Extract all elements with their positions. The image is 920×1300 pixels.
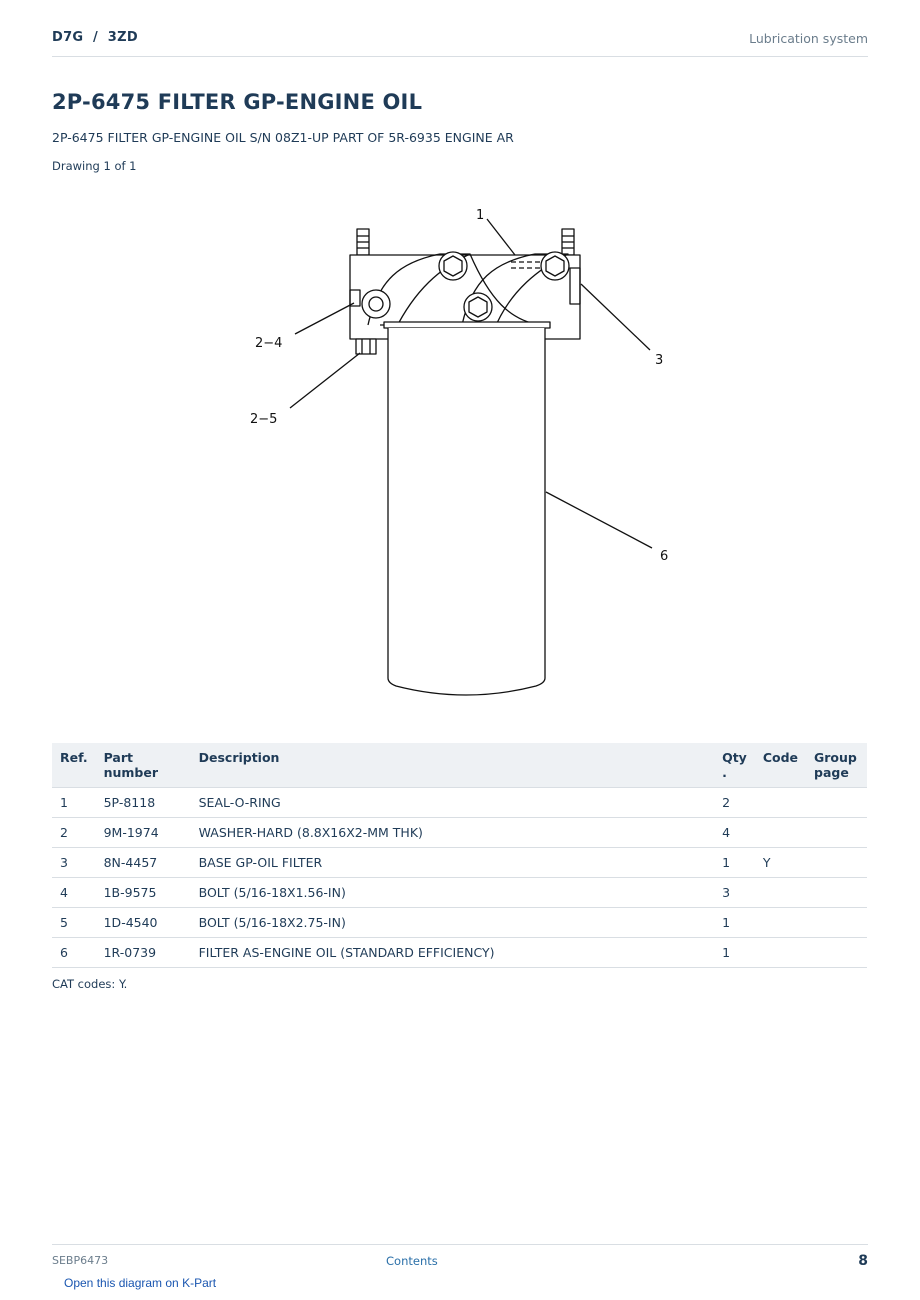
code-cell	[755, 908, 806, 938]
table-row	[52, 938, 867, 968]
description-cell: BASE GP-OIL FILTER	[191, 848, 714, 878]
filter-canister	[388, 328, 545, 695]
callout-3: 3	[655, 353, 664, 368]
description-cell: SEAL-O-RING	[191, 788, 714, 818]
contents-link[interactable]: Contents	[386, 1254, 438, 1268]
col-part-number: Part number	[96, 743, 191, 788]
col-group-page: Group page	[806, 743, 867, 788]
group-page-cell	[806, 788, 867, 818]
description-cell: FILTER AS-ENGINE OIL (STANDARD EFFICIENCY)	[191, 938, 714, 968]
drawing-count: Drawing 1 of 1	[52, 159, 137, 173]
qty-cell: 1	[714, 938, 755, 968]
qty-cell: 4	[714, 818, 755, 848]
part-number-cell: 8N-4457	[96, 848, 191, 878]
group-page-cell	[806, 938, 867, 968]
callout-6: 6	[660, 549, 669, 564]
page-number: 8	[858, 1253, 868, 1269]
qty-cell: 2	[714, 788, 755, 818]
callout-2-4: 2−4	[255, 336, 283, 351]
code-cell	[755, 938, 806, 968]
group-page-cell	[806, 848, 867, 878]
ref-cell: 1	[52, 788, 96, 818]
col-ref: Ref.	[52, 743, 96, 788]
part-number-cell: 1B-9575	[96, 878, 191, 908]
part-number-cell: 5P-8118	[96, 788, 191, 818]
group-page-cell	[806, 908, 867, 938]
col-description: Description	[191, 743, 714, 788]
part-number-cell: 1D-4540	[96, 908, 191, 938]
parts-table	[52, 743, 867, 968]
description-cell: WASHER-HARD (8.8X16X2-MM THK)	[191, 818, 714, 848]
callout-1: 1	[476, 208, 485, 223]
group-page-cell	[806, 878, 867, 908]
ref-cell: 2	[52, 818, 96, 848]
description-cell: BOLT (5/16-18X2.75-IN)	[191, 908, 714, 938]
page-footer	[52, 1244, 868, 1275]
group-page-cell	[806, 818, 867, 848]
part-number-cell: 9M-1974	[96, 818, 191, 848]
table-header-row	[52, 743, 867, 788]
code-cell	[755, 818, 806, 848]
col-qty: Qty .	[714, 743, 755, 788]
qty-cell: 3	[714, 878, 755, 908]
table-row	[52, 788, 867, 818]
parts-diagram	[0, 190, 920, 710]
page-header	[52, 30, 868, 57]
open-diagram-link[interactable]: Open this diagram on K-Part	[64, 1276, 217, 1290]
ref-cell: 5	[52, 908, 96, 938]
code-cell	[755, 878, 806, 908]
page-title: 2P-6475 FILTER GP-ENGINE OIL	[52, 90, 423, 114]
code-cell: Y	[755, 848, 806, 878]
bottom-bolt	[356, 339, 376, 354]
table-row	[52, 878, 867, 908]
table-row	[52, 908, 867, 938]
breadcrumb: D7G / 3ZD	[52, 30, 138, 45]
ref-cell: 4	[52, 878, 96, 908]
qty-cell: 1	[714, 908, 755, 938]
right-stud	[562, 229, 574, 255]
left-stud	[357, 229, 369, 255]
table-row	[52, 818, 867, 848]
part-number-cell: 1R-0739	[96, 938, 191, 968]
ref-cell: 3	[52, 848, 96, 878]
description-cell: BOLT (5/16-18X1.56-IN)	[191, 878, 714, 908]
page-subtitle: 2P-6475 FILTER GP-ENGINE OIL S/N 08Z1-UP PART OF 5R-6935 ENGINE AR	[52, 130, 514, 145]
section-name: Lubrication system	[749, 31, 868, 46]
col-code: Code	[755, 743, 806, 788]
ref-cell: 6	[52, 938, 96, 968]
cat-codes: CAT codes: Y.	[52, 977, 128, 991]
qty-cell: 1	[714, 848, 755, 878]
gasket	[384, 322, 550, 328]
code-cell	[755, 788, 806, 818]
document-number: SEBP6473	[52, 1254, 109, 1267]
table-row	[52, 848, 867, 878]
callout-2-5: 2−5	[250, 412, 278, 427]
